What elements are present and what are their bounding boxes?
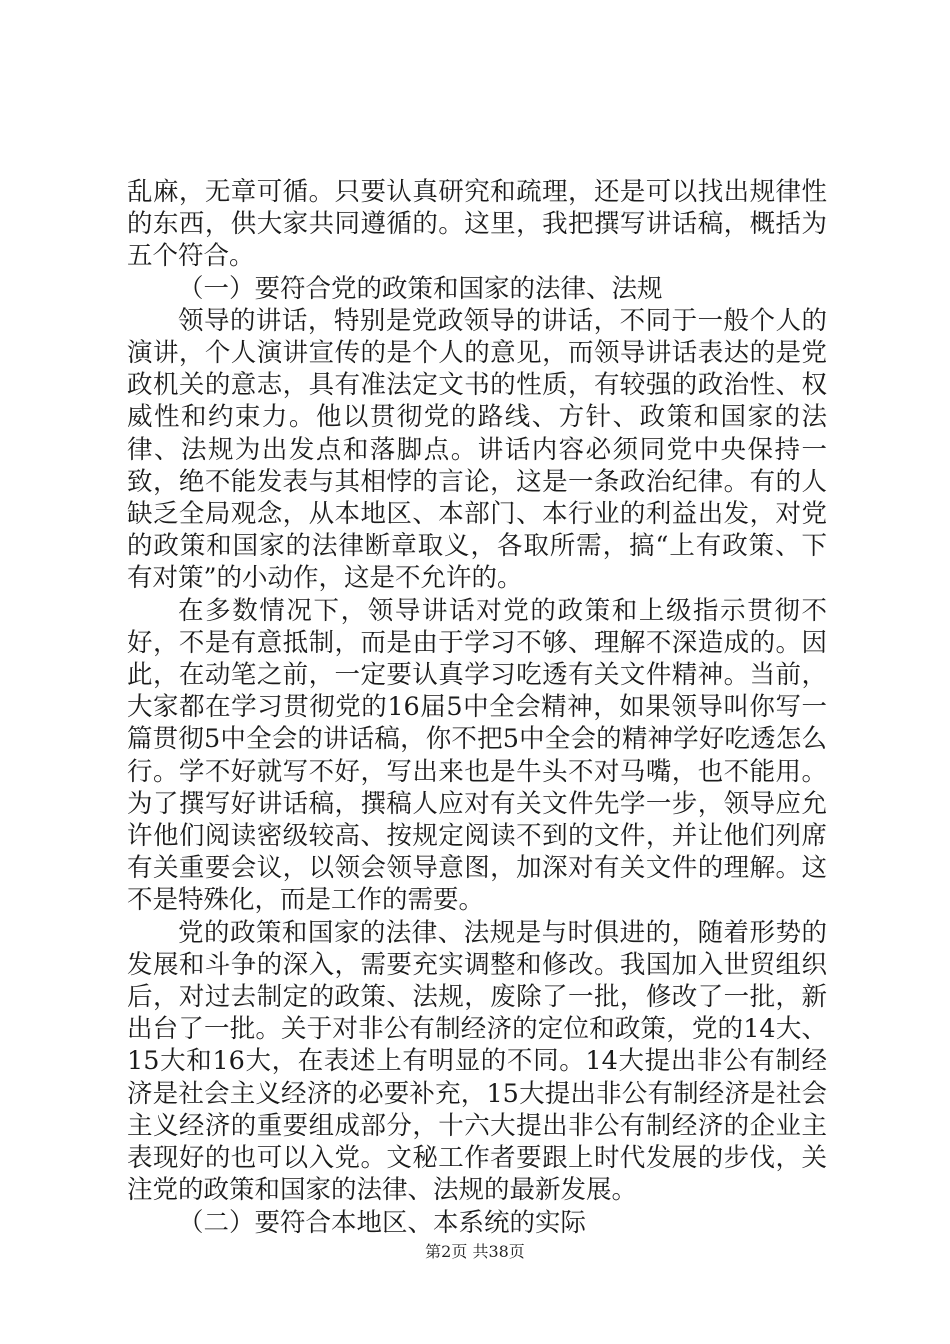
section-heading-1: （一）要符合党的政策和国家的法律、法规 bbox=[178, 273, 663, 304]
paragraph-body: 领导的讲话，特别是党政领导的讲话，不同于一般个人的演讲，个人演讲宣传的是个人的意见，而领导讲话表达的是党政机关的意志，具有准法定文书的性质，有较强的政治性、权威性和约束力。他以贯彻党的路线、方针、政策和国家的法律、法规为出发点和落脚点。讲话内容必须同党中央保持一致，绝不能发表与其相悖的言论，这是一条政治纪律。有的人缺乏全局观念，从本地区、本部门、本行业的利益出发，对党的政策和国家的法律断章取义，各取所需，搞“上有政策、下有对策”的小动作，这是不允许的。 bbox=[127, 305, 827, 594]
page-number-footer: 第2页 共38页 bbox=[425, 1242, 525, 1261]
paragraph-body: 党的政策和国家的法律、法规是与时俱进的，随着形势的发展和斗争的深入，需要充实调整和修改。我国加入世贸组织后，对过去制定的政策、法规，废除了一批，修改了一批，新出台了一批。关于对非公有制经济的定位和政策，党的14大、15大和16大，在表述上有明显的不同。14大提出非公有制经济是社会主义经济的必要补充，15大提出非公有制经济是社会主义经济的重要组成部分，十六大提出非公有制经济的企业主表现好的也可以入党。文秘工作者要跟上时代发展的步伐，关注党的政策和国家的法律、法规的最新发展。 bbox=[127, 917, 827, 1206]
document-body bbox=[127, 176, 827, 1239]
paragraph-body: 在多数情况下，领导讲话对党的政策和上级指示贯彻不好，不是有意抵制，而是由于学习不够、理解不深造成的。因此，在动笔之前，一定要认真学习吃透有关文件精神。当前，大家都在学习贯彻党的16届5中全会精神，如果领导叫你写一篇贯彻5中全会的讲话稿，你不把5中全会的精神学好吃透怎么行。学不好就写不好，写出来也是牛头不对马嘴，也不能用。为了撰写好讲话稿，撰稿人应对有关文件先学一步，领导应允许他们阅读密级较高、按规定阅读不到的文件，并让他们列席有关重要会议，以领会领导意图，加深对有关文件的理解。这不是特殊化，而是工作的需要。 bbox=[127, 595, 827, 916]
paragraph-continuation: 乱麻，无章可循。只要认真研究和疏理，还是可以找出规律性的东西，供大家共同遵循的。这里，我把撰写讲话稿，概括为五个符合。 bbox=[127, 177, 827, 272]
section-heading-2: （二）要符合本地区、本系统的实际 bbox=[178, 1207, 587, 1238]
